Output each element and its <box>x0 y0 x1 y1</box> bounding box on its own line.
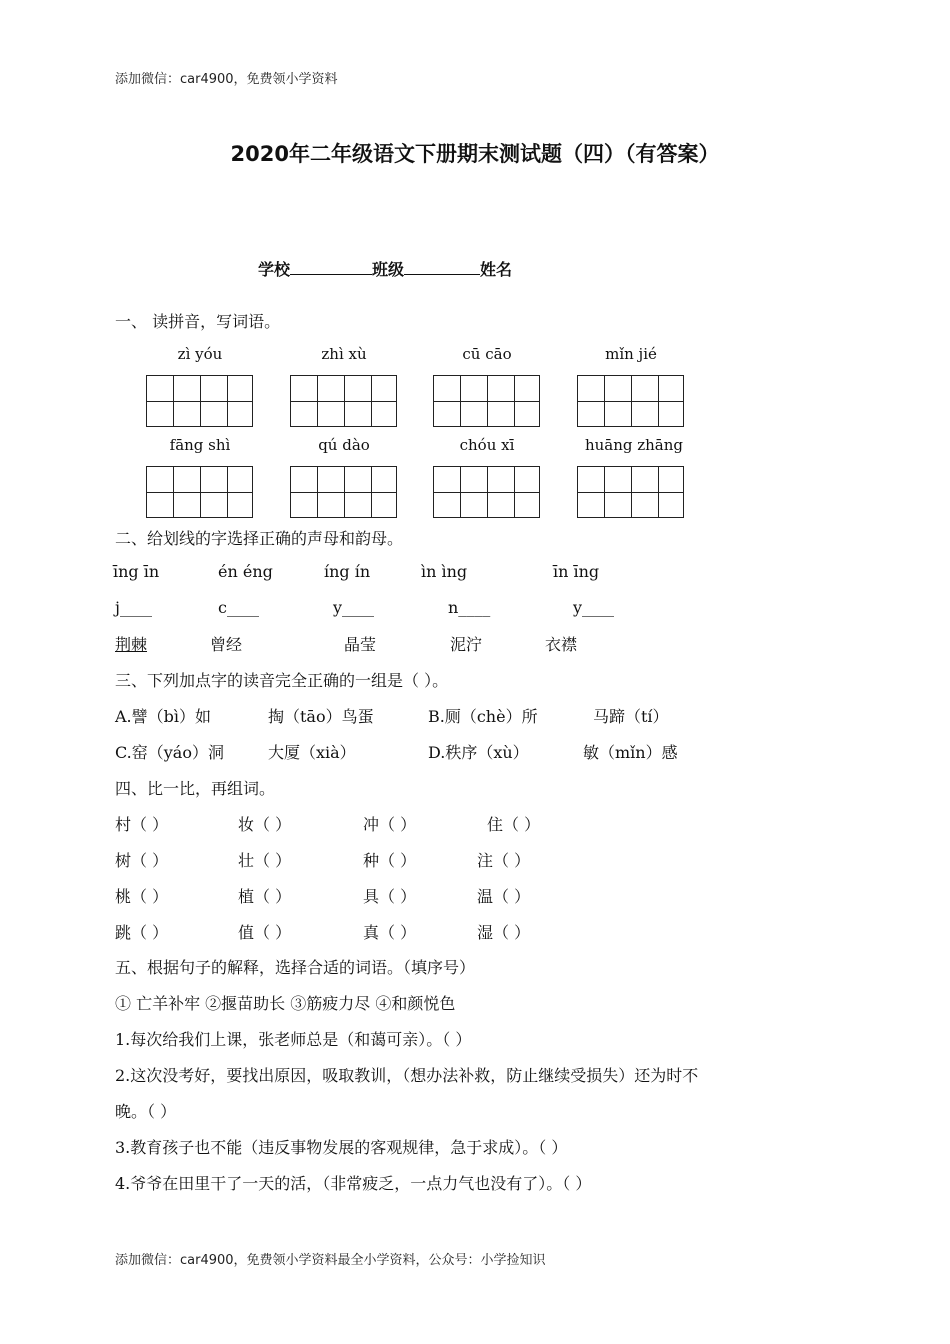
q2-blank-1[interactable]: j____ <box>115 598 152 617</box>
q1-pinyin-4: mǐn jié <box>605 345 657 363</box>
q4-item[interactable]: 湿（ ） <box>477 923 531 942</box>
q1-pinyin-5: fāng shì <box>169 436 231 454</box>
student-info-line <box>258 257 512 280</box>
q5-sentence-4[interactable]: 4.爷爷在田里干了一天的活，（非常疲乏，一点力气也没有了）。（ ） <box>115 1174 592 1193</box>
q5-sentence-2a: 2.这次没考好，要找出原因，吸取教训，（想办法补救，防止继续受损失）还为时不 <box>115 1066 699 1085</box>
q2-word-3: 晶莹 <box>344 635 377 654</box>
class-label: 班级 <box>372 260 405 279</box>
q4-item[interactable]: 温（ ） <box>477 887 531 906</box>
q2-word-4: 泥泞 <box>450 635 483 654</box>
q4-item[interactable]: 壮（ ） <box>238 851 292 870</box>
q1-heading: 一、 读拼音，写词语。 <box>115 312 281 331</box>
q3-option-c2: 大厦（xià） <box>268 743 356 762</box>
q3-option-b2: 马蹄（tí） <box>593 707 669 726</box>
q1-pinyin-2: zhì xù <box>321 345 367 363</box>
writing-grid-3[interactable] <box>433 375 540 427</box>
q4-item[interactable]: 住（ ） <box>487 815 541 834</box>
q2-option-1: īng īn <box>113 562 160 581</box>
q5-heading: 五、根据句子的解释，选择合适的词语。（填序号） <box>115 958 476 977</box>
q4-item[interactable]: 桃（ ） <box>115 887 169 906</box>
q5-sentence-1[interactable]: 1.每次给我们上课，张老师总是（和蔼可亲）。（ ） <box>115 1030 472 1049</box>
q1-pinyin-6: qú dào <box>318 436 370 454</box>
q5-options: ① 亡羊补牢 ②揠苗助长 ③筋疲力尽 ④和颜悦色 <box>115 994 456 1013</box>
q1-pinyin-8: huāng zhāng <box>584 436 684 454</box>
writing-grid-4[interactable] <box>577 375 684 427</box>
q4-item[interactable]: 注（ ） <box>477 851 531 870</box>
footer-note: 添加微信：car4900，免费领小学资料最全小学资料，公众号：小学捡知识 <box>115 1253 546 1268</box>
q4-item[interactable]: 冲（ ） <box>363 815 417 834</box>
writing-grid-2[interactable] <box>290 375 397 427</box>
q2-option-2: én éng <box>218 562 273 581</box>
writing-grid-5[interactable] <box>146 466 253 518</box>
q4-item[interactable]: 妆（ ） <box>238 815 292 834</box>
q1-pinyin-7: chóu xī <box>459 436 515 454</box>
q2-word-1: 荆棘 <box>115 635 148 654</box>
q4-item[interactable]: 种（ ） <box>363 851 417 870</box>
q3-option-b: B.厕（chè）所 <box>428 707 538 726</box>
writing-grid-1[interactable] <box>146 375 253 427</box>
q3-option-d: D.秩序（xù） <box>428 743 529 762</box>
q2-option-5: īn īng <box>553 562 600 581</box>
q4-heading: 四、比一比，再组词。 <box>115 779 276 798</box>
q5-sentence-2b[interactable]: 晚。（ ） <box>115 1102 177 1121</box>
q3-heading: 三、下列加点字的读音完全正确的一组是（ ）。 <box>115 671 449 690</box>
class-blank[interactable] <box>404 258 480 275</box>
q4-item[interactable]: 具（ ） <box>363 887 417 906</box>
q2-blank-5[interactable]: y____ <box>573 598 615 617</box>
school-blank[interactable] <box>290 258 372 275</box>
q2-blank-3[interactable]: y____ <box>333 598 375 617</box>
q4-item[interactable]: 植（ ） <box>238 887 292 906</box>
writing-grid-6[interactable] <box>290 466 397 518</box>
q4-item[interactable]: 树（ ） <box>115 851 169 870</box>
writing-grid-8[interactable] <box>577 466 684 518</box>
q4-item[interactable]: 真（ ） <box>363 923 417 942</box>
q2-word-5: 衣襟 <box>545 635 578 654</box>
name-label: 姓名 <box>480 260 513 279</box>
q4-item[interactable]: 跳（ ） <box>115 923 169 942</box>
header-note: 添加微信：car4900，免费领小学资料 <box>115 72 338 87</box>
q1-pinyin-3: cū cāo <box>462 345 512 363</box>
q1-pinyin-1: zì yóu <box>177 345 223 363</box>
q2-blank-2[interactable]: c____ <box>218 598 259 617</box>
q3-option-d2: 敏（mǐn）感 <box>583 743 678 762</box>
q3-option-a: A.譬（bì）如 <box>115 707 212 726</box>
q2-word-2: 曾经 <box>210 635 243 654</box>
q2-option-4: ìn ìng <box>421 562 468 581</box>
page-title: 2020年二年级语文下册期末测试题（四）（有答案） <box>230 142 720 166</box>
q2-heading: 二、给划线的字选择正确的声母和韵母。 <box>115 529 404 548</box>
q5-sentence-3[interactable]: 3.教育孩子也不能（违反事物发展的客观规律，急于求成）。（ ） <box>115 1138 568 1157</box>
q2-blank-4[interactable]: n____ <box>448 598 491 617</box>
q3-option-a2: 掏（tāo）鸟蛋 <box>268 707 374 726</box>
q3-option-c: C.窑（yáo）洞 <box>115 743 224 762</box>
q2-option-3: íng ín <box>324 562 371 581</box>
school-label: 学校 <box>258 260 291 279</box>
writing-grid-7[interactable] <box>433 466 540 518</box>
q4-item[interactable]: 村（ ） <box>115 815 169 834</box>
q4-item[interactable]: 值（ ） <box>238 923 292 942</box>
